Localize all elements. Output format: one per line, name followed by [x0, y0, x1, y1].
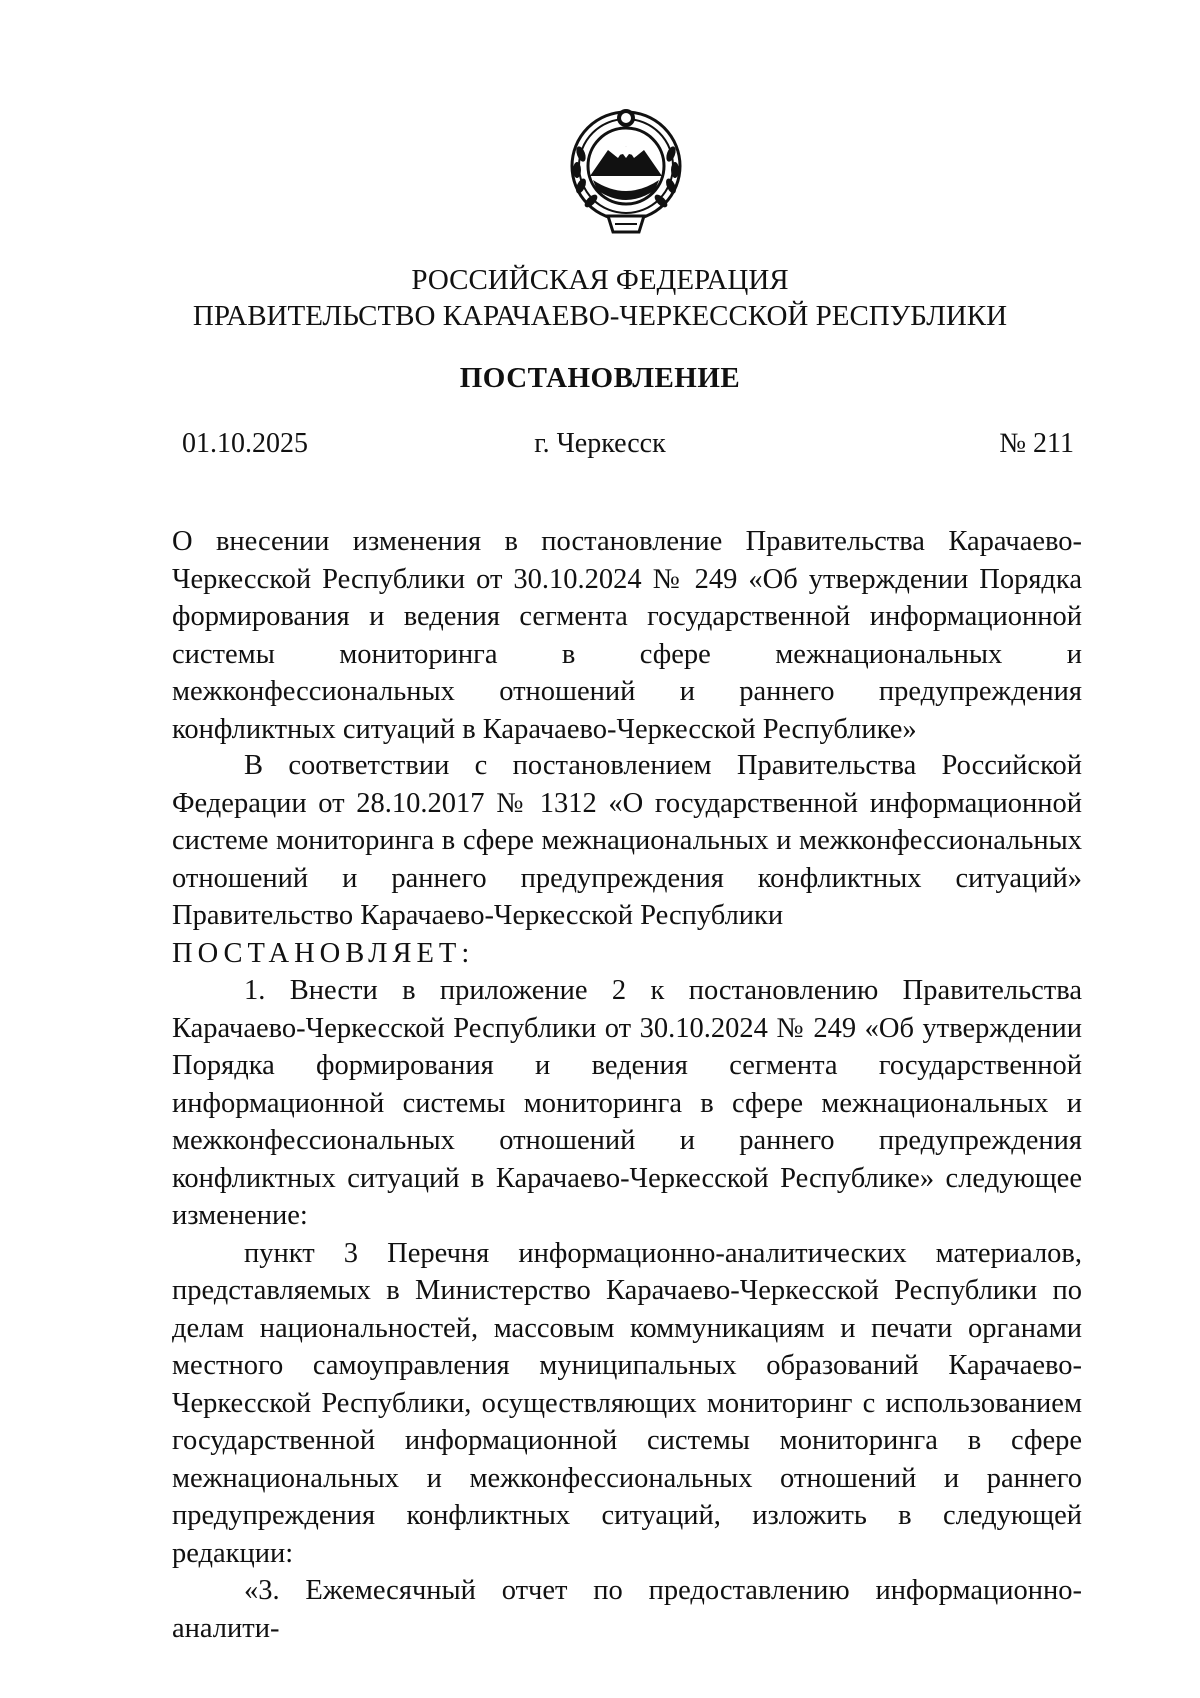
preamble-paragraph: В соответствии с постановлением Правительства Российской Федерации от 28.10.2017 № 1312 «О государственной информационной системе мониторинга в сфере межнациональных и межконфессиональных отношений и раннего предупреждения конфликтных ситуаций» Правительство Карачаево-Черкесской Республики	[172, 750, 1082, 931]
country-heading: РОССИЙСКАЯ ФЕДЕРАЦИЯ	[411, 264, 789, 296]
decree-word: ПОСТАНОВЛЯЕТ:	[172, 937, 475, 969]
document-number: № 211	[999, 428, 1074, 459]
document-city: г. Черкесск	[534, 428, 666, 459]
item-1-quote-paragraph: «3. Ежемесячный отчет по предоставлению информационно-аналити-	[172, 1575, 1082, 1644]
subject-text: О внесении изменения в постановление Правительства Карачаево-Черкесской Республики от 30.10.2024 № 249 «Об утверждении Порядка формирования и ведения сегмента государственной информационной системы мониторинга в сфере межнациональных и межконфессиональных отношений и раннего предупреждения конфликтных ситуаций в Карачаево-Черкесской Республике»	[172, 526, 1082, 745]
item-1-paragraph: 1. Внести в приложение 2 к постановлению Правительства Карачаево-Черкесской Республики от 30.10.2024 № 249 «Об утверждении Порядка формирования и ведения сегмента государственной информационной системы мониторинга в сфере межнациональных и межконфессиональных отношений и раннего предупреждения конфликтных ситуаций в Карачаево-Черкесской Республике» следующее изменение:	[172, 975, 1082, 1231]
document-type-title: ПОСТАНОВЛЕНИЕ	[459, 362, 741, 394]
government-heading: ПРАВИТЕЛЬСТВО КАРАЧАЕВО-ЧЕРКЕССКОЙ РЕСПУБЛИКИ	[192, 300, 1008, 332]
document-subject	[172, 523, 1082, 748]
document-date: 01.10.2025	[182, 428, 308, 459]
item-1-point-paragraph: пункт 3 Перечня информационно-аналитических материалов, представляемых в Министерство Карачаево-Черкесской Республики по делам национальностей, массовым коммуникациям и печати органами местного самоуправления муниципальных образований Карачаево-Черкесской Республики, осуществляющих мониторинг с использованием государственной информационной системы мониторинга в сфере межнациональных и межконфессиональных отношений и раннего предупреждения конфликтных ситуаций, изложить в следующей редакции:	[172, 1237, 1082, 1569]
coat-of-arms-emblem	[563, 106, 689, 238]
document-body	[172, 747, 1082, 1647]
